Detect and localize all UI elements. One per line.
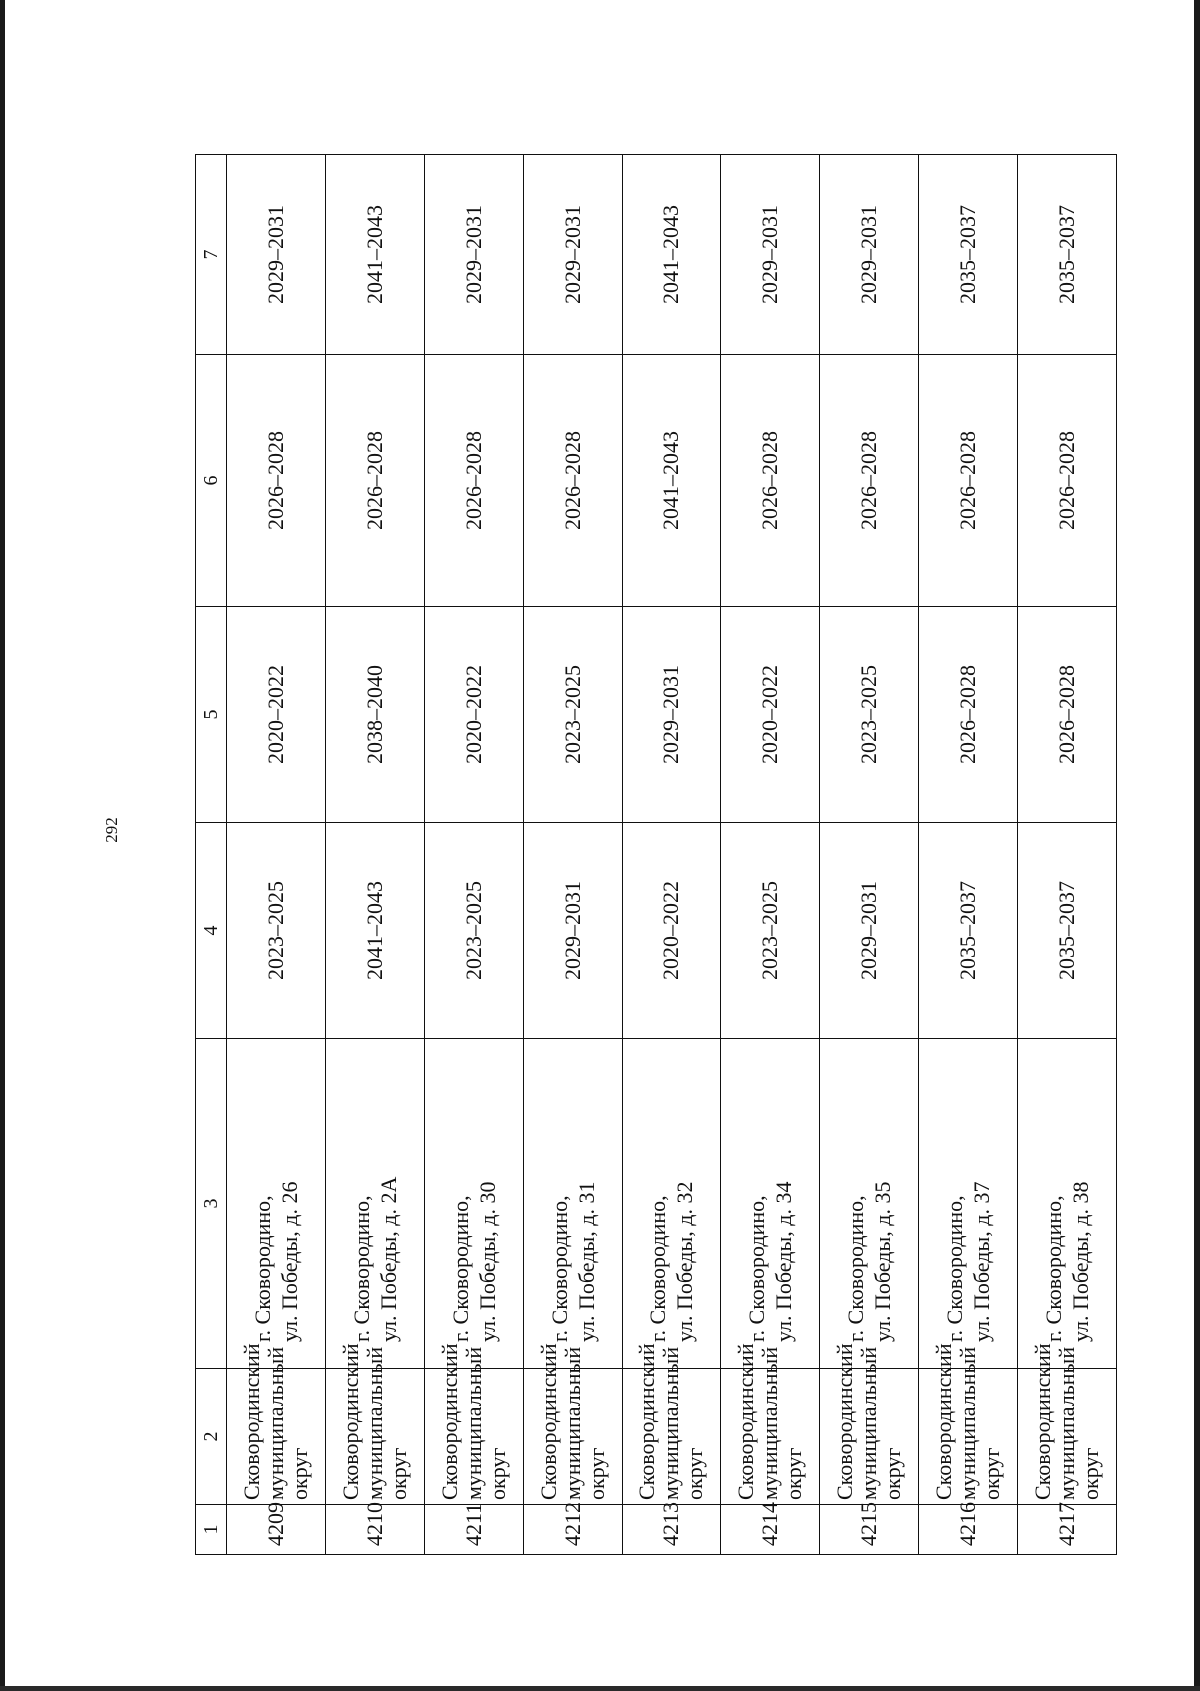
cell-c1: 4216: [919, 1505, 1018, 1555]
cell-line: ул. Победы, д. 35: [870, 1181, 896, 1342]
data-table: [195, 154, 1117, 1555]
cell-c2: [820, 1343, 919, 1505]
cell-line: ул. Победы, д. 2А: [375, 1176, 401, 1342]
cell-line: Сковородинский: [1030, 1343, 1055, 1500]
cell-c6: 2026–2028: [721, 355, 820, 607]
cell-c2: [622, 1343, 721, 1505]
cell-c1: 4212: [523, 1505, 622, 1555]
cell-c1: 4214: [721, 1505, 820, 1555]
cell-c4: 2023–2025: [424, 823, 523, 1039]
cell-c5: 2023–2025: [523, 607, 622, 823]
cell-c5: 2029–2031: [622, 607, 721, 823]
cell-c4: 2020–2022: [622, 823, 721, 1039]
cell-c3: [721, 1039, 820, 1369]
cell-c3: [919, 1039, 1018, 1369]
cell-c2: [523, 1343, 622, 1505]
page-number: 292: [102, 817, 121, 843]
cell-line: г. Сковородино,: [348, 1195, 374, 1342]
cell-line: ул. Победы, д. 38: [1068, 1181, 1093, 1342]
cell-c5: 2026–2028: [1018, 607, 1117, 823]
cell-c7: 2041–2043: [622, 155, 721, 355]
cell-c7: 2035–2037: [1018, 155, 1117, 355]
cell-c7: 2041–2043: [325, 155, 424, 355]
cell-c5: 2023–2025: [820, 607, 919, 823]
cell-line: г. Сковородино,: [447, 1195, 473, 1342]
scan-edge-right: [1194, 0, 1200, 1691]
cell-c4: 2035–2037: [919, 823, 1018, 1039]
column-header-1: 1: [196, 1505, 227, 1555]
column-header-7: 7: [196, 155, 227, 355]
cell-line: округ: [880, 1447, 906, 1500]
cell-line: муниципальный: [955, 1346, 981, 1500]
cell-line: г. Сковородино,: [249, 1195, 275, 1342]
cell-line: ул. Победы, д. 37: [969, 1181, 995, 1342]
cell-c3: [325, 1039, 424, 1369]
cell-c6: 2041–2043: [622, 355, 721, 607]
column-header-3: 3: [196, 1039, 227, 1369]
cell-line: муниципальный: [856, 1346, 882, 1500]
cell-c6: 2026–2028: [919, 355, 1018, 607]
table-row: [424, 155, 523, 1555]
cell-line: округ: [484, 1447, 510, 1500]
cell-c6: 2026–2028: [1018, 355, 1117, 607]
cell-line: Сковородинский: [733, 1343, 759, 1500]
cell-line: Сковородинский: [436, 1343, 462, 1500]
cell-line: г. Сковородино,: [645, 1195, 671, 1342]
column-header-2: 2: [196, 1369, 227, 1505]
cell-c2: [227, 1343, 326, 1505]
cell-c4: 2035–2037: [1018, 823, 1117, 1039]
cell-c4: 2023–2025: [227, 823, 326, 1039]
cell-line: ул. Победы, д. 26: [276, 1181, 302, 1342]
cell-c7: 2035–2037: [919, 155, 1018, 355]
cell-c4: 2029–2031: [523, 823, 622, 1039]
table-body: [227, 155, 1117, 1555]
cell-c2: [721, 1343, 820, 1505]
cell-c4: 2029–2031: [820, 823, 919, 1039]
table-row: [622, 155, 721, 1555]
cell-line: Сковородинский: [337, 1343, 363, 1500]
cell-c6: 2026–2028: [325, 355, 424, 607]
cell-c5: 2038–2040: [325, 607, 424, 823]
cell-c2: [424, 1343, 523, 1505]
cell-line: Сковородинский: [535, 1343, 561, 1500]
cell-line: Сковородинский: [238, 1343, 264, 1500]
cell-c1: 4213: [622, 1505, 721, 1555]
cell-line: г. Сковородино,: [546, 1195, 572, 1342]
cell-c2: [919, 1343, 1018, 1505]
cell-c1: 4210: [325, 1505, 424, 1555]
cell-line: муниципальный: [262, 1346, 288, 1500]
table-row: [325, 155, 424, 1555]
cell-line: муниципальный: [361, 1346, 387, 1500]
cell-c4: 2023–2025: [721, 823, 820, 1039]
cell-c1: 4217: [1018, 1505, 1117, 1555]
cell-line: Сковородинский: [634, 1343, 660, 1500]
cell-line: ул. Победы, д. 34: [771, 1181, 797, 1342]
column-header-6: 6: [196, 355, 227, 607]
cell-c1: 4215: [820, 1505, 919, 1555]
table-row: [820, 155, 919, 1555]
cell-line: ул. Победы, д. 32: [672, 1181, 698, 1342]
cell-c2: [325, 1343, 424, 1505]
cell-c6: 2026–2028: [820, 355, 919, 607]
cell-line: округ: [286, 1447, 312, 1500]
cell-c3: [1018, 1039, 1117, 1369]
cell-c3: [820, 1039, 919, 1369]
cell-c1: 4209: [227, 1505, 326, 1555]
cell-c4: 2041–2043: [325, 823, 424, 1039]
cell-c6: 2026–2028: [523, 355, 622, 607]
cell-c5: 2020–2022: [721, 607, 820, 823]
cell-c6: 2026–2028: [424, 355, 523, 607]
cell-line: г. Сковородино,: [1041, 1195, 1066, 1342]
cell-line: муниципальный: [460, 1346, 486, 1500]
cell-line: муниципальный: [757, 1346, 783, 1500]
cell-c3: [424, 1039, 523, 1369]
table-row: [227, 155, 326, 1555]
column-header-4: 4: [196, 823, 227, 1039]
cell-line: муниципальный: [658, 1346, 684, 1500]
cell-line: муниципальный: [559, 1346, 585, 1500]
cell-c2: [1018, 1343, 1117, 1505]
cell-c7: 2029–2031: [721, 155, 820, 355]
cell-c3: [622, 1039, 721, 1369]
cell-line: округ: [682, 1447, 708, 1500]
cell-line: муниципальный: [1054, 1346, 1079, 1500]
cell-c3: [523, 1039, 622, 1369]
cell-line: г. Сковородино,: [942, 1195, 968, 1342]
cell-c5: 2020–2022: [227, 607, 326, 823]
scan-edge-left: [0, 0, 5, 1691]
cell-line: ул. Победы, д. 30: [474, 1181, 500, 1342]
table-row: [1018, 155, 1117, 1555]
cell-c7: 2029–2031: [424, 155, 523, 355]
table-row: [721, 155, 820, 1555]
cell-c7: 2029–2031: [523, 155, 622, 355]
cell-c5: 2026–2028: [919, 607, 1018, 823]
table-row: [919, 155, 1018, 1555]
cell-line: г. Сковородино,: [843, 1195, 869, 1342]
cell-line: г. Сковородино,: [744, 1195, 770, 1342]
cell-c5: 2020–2022: [424, 607, 523, 823]
cell-line: Сковородинский: [931, 1343, 957, 1500]
cell-line: округ: [979, 1447, 1005, 1500]
cell-c7: 2029–2031: [820, 155, 919, 355]
cell-line: Сковородинский: [832, 1343, 858, 1500]
cell-line: округ: [1078, 1447, 1103, 1500]
rotated-table-wrapper: [195, 155, 1117, 1555]
cell-c6: 2026–2028: [227, 355, 326, 607]
header-row: [196, 155, 227, 1555]
cell-c7: 2029–2031: [227, 155, 326, 355]
cell-line: ул. Победы, д. 31: [573, 1181, 599, 1342]
cell-c1: 4211: [424, 1505, 523, 1555]
column-header-5: 5: [196, 607, 227, 823]
cell-line: округ: [583, 1447, 609, 1500]
table-row: [523, 155, 622, 1555]
cell-c3: [227, 1039, 326, 1369]
cell-line: округ: [781, 1447, 807, 1500]
scan-edge-bottom: [0, 1686, 1200, 1691]
cell-line: округ: [385, 1447, 411, 1500]
